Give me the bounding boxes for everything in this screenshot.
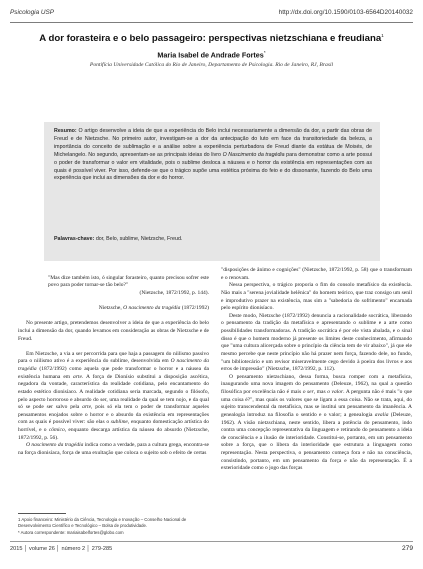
header-rule [10, 22, 413, 23]
paragraph: Deste modo, Nietzsche (1872/1992) denuncia a racionalidade socrática, liberando o pensamento da tradição da metafísica e apresentando o sublime e a arte como possibilidades transformadoras. A tradição socrática é por ele vista abalada, e o sinal disso é que o homem moderno já presente os limites deste conhecimento, afirmando que "uma cultura alicerçada sobre o princípio da ciência tem de vir abaixo", já que ele mesmo percebe que neste princípio não há prazer nem força, fazendo dele, no fundo, "um bibliotecário e um revisor miseravelmente cego devido à poeira dos livros e aos erros de impressão" (Nietzsche, 1872/1992, p. 112). [221, 312, 412, 373]
book-title: O nascimento da tragédia [26, 442, 84, 449]
journal-name: Psicologia USP [10, 9, 55, 16]
abstract-label: Resumo: [54, 128, 77, 134]
doi-link[interactable]: http://dx.doi.org/10.1590/0103-6564D20140032 [278, 9, 413, 16]
article-title [10, 33, 413, 44]
epigraph-source-year: (1872/1992) [180, 305, 209, 312]
epigraph-source-author: Nietzsche, [98, 305, 124, 312]
paragraph: "disposições de ânimo e cognições" (Nietzsche, 1872/1992, p. 58) que o transformam e o renovam. [221, 267, 412, 281]
paragraph [221, 374, 412, 473]
epigraph-source [18, 305, 209, 313]
epigraph-quote: "Mas dize também isto, ó singular forasteiro, quanto precisou sofrer este povo para poder tornar-se tão belo?" [48, 274, 209, 289]
abstract-text-2: para demonstrar como a arte possui o poder de transformar o valor em vitalidade, pois o sublime desloca a náusea e o horror da existência em representações com as quais é possível viver. Por isso, defende-se que o trágico supõe uma estética próxima do feio e do dissonante, fazendo do Belo uma experiência que inclui as dimensões da dor e do horror. [54, 151, 372, 182]
footnote-rule [18, 513, 66, 514]
text-run: . A força de Dionísio substitui a disposição ascética, negadora da vontade, característica da realidade cotidiana, pelo encantamento do estado estético dionisíaco. A realidade cotidiana seria marcada, segundo o filósofo, pelo aspecto horroroso e absurdo do ser, uma realidade da qual se tem nojo, e da qual só se pode ser salvo pela [18, 373, 209, 411]
page-number: 279 [401, 545, 413, 552]
text-run: , enquanto descarga artística da náusea do absurdo (Nietzsche, 1872/1992, p. 56). [18, 427, 209, 441]
title-text: A dor forasteira e o belo passageiro: perspectivas nietzschiana e freudiana [39, 33, 382, 45]
epigraph-source-book: O nascimento da tragédia [123, 305, 181, 312]
right-column [221, 267, 412, 473]
left-column [18, 267, 209, 458]
emphasis: avalia [374, 411, 389, 418]
text-run: . A pergunta não é mais "o que uma coisa é?", mas quais os valores que se ligam a essa coisa. Não se trata, aqui, do sujeito transcendental da metafísica, mas se institui um pensamento da imanência. A genealogia introduz na filosofia o sentido e o valor; a genealogia [221, 389, 412, 418]
keywords-label: Palavras-chave: [54, 236, 95, 242]
issue-citation: 2015 │ volume 26 │ número 2 │ 279-285 [10, 546, 113, 552]
paragraph [18, 442, 209, 457]
epigraph-citation: (Nietzsche, 1872/1992, p. 144). [139, 289, 209, 296]
emphasis: cômico [48, 427, 65, 433]
text-run: (1872/1992) como aquela que pode transformar o horror e a náusea da existência humana em [18, 366, 209, 380]
author-footnote-mark[interactable]: * [263, 50, 266, 55]
abstract-text-1: O artigo desenvolve a ideia de que a experiência do Belo inclui necessariamente a dimensão da dor, a partir das obras de Freud e de Nietzsche. No primeiro autor, investigam-se a dor da antecipação do luto em face da transitoriedade da beleza, a importância do conceito de sublimação e a análise sobre a experiência perturbadora de Freud diante da estátua de Moisés, de Michelangelo. No segundo, apresentam-se as principais ideias do livro [54, 128, 372, 158]
keywords [54, 236, 372, 242]
text-run: , mas [313, 389, 328, 395]
text-run: O pensamento nietzschiano, dessa forma, busca romper com a metafísica, inaugurando uma nova imagem do pensamento (Deleuze, 1962), na qual a questão filosófica por excelência não é mais [221, 373, 412, 395]
abstract-book-title: O Nascimento da tragédia [222, 151, 285, 158]
emphasis: o valor [327, 389, 344, 395]
author-affiliation: Pontifícia Universidade Católica do Rio de Janeiro, Departamento de Psicologia. Rio de Janeiro, RJ, Brasil [89, 62, 334, 68]
author-name [10, 50, 413, 59]
text-run: indica como a verdade, para a cultura grega, encontra-se na força dionisíaca, força de uma exultação que coloca o sujeito sob o efeito de certas [18, 442, 209, 456]
footer-rule [10, 541, 413, 542]
paragraph: No presente artigo, pretendemos desenvolver a ideia de que a experiência do belo inclui a dimensão da dor, quando levamos em consideração as obras de Nietzsche e de Freud. [18, 320, 209, 342]
text-run: , enquanto domesticação artística do horrível, e o [18, 419, 210, 433]
paragraph: Nessa perspectiva, o trágico proporia o fim do consolo metafísico da existência. Não mais a "serena jovialidade helênica" do homem teórico, que traz consigo um senil e improdutivo prazer na existência, mas sim a "sabedoria do sofrimento" encarnada pelo espírito dionisíaco. [221, 282, 412, 312]
author-text: Maria Isabel de Andrade Fortes [157, 50, 264, 60]
paragraph [18, 351, 209, 443]
text-run: (Deleuze, 1962). A visão nietzschiana, neste sentido, libera a potência do pensamento, indo contra uma concepção representativa da linguagem e retirando do pensamento a ideia de consciência e a ilusão de interioridade. Constitui-se, portanto, em um pensamento sobre a força, que o libera da interioridade que estrutura a linguagem como representação. Nesta perspectiva, o pensamento começa fora e não na consciência, consistindo, portanto, em um pensamento da força e não da representação. É a exterioridade como o jogo das forças [221, 411, 412, 472]
footnote-author-email: * Autora correspondente: mariaisabelfortes@globo.com [18, 529, 124, 535]
footnote-funding: 1 Apoio financeiro: Ministério da Ciência, Tecnologia e Inovação – Conselho Nacional de Desenvolvimento Científico e Tecnológico – Bolsa de produtividade. [18, 517, 187, 529]
emphasis: arte [73, 373, 82, 380]
emphasis: sublime [110, 419, 128, 426]
keywords-list: dor, Belo, sublime, Nietzsche, Freud. [94, 236, 183, 242]
book-title: O nascimento da tragédia [18, 358, 210, 372]
footnotes [18, 517, 209, 536]
emphasis: arte [82, 404, 92, 411]
title-footnote-mark[interactable]: 1 [381, 33, 384, 38]
abstract [54, 128, 372, 183]
text-run: Em Nietzsche, a via a ser percorrida para que haja a passagem do niilismo passivo para o niilismo ativo é a experiência do sublime, desenvolvida em [18, 350, 209, 365]
text-run: , pois só ela tem o poder de transformar aqueles pensamentos enojados sobre o horror e o absurdo da existência em representações com as quais é possível viver: são elas o [18, 404, 209, 426]
emphasis: o ser [302, 389, 314, 395]
